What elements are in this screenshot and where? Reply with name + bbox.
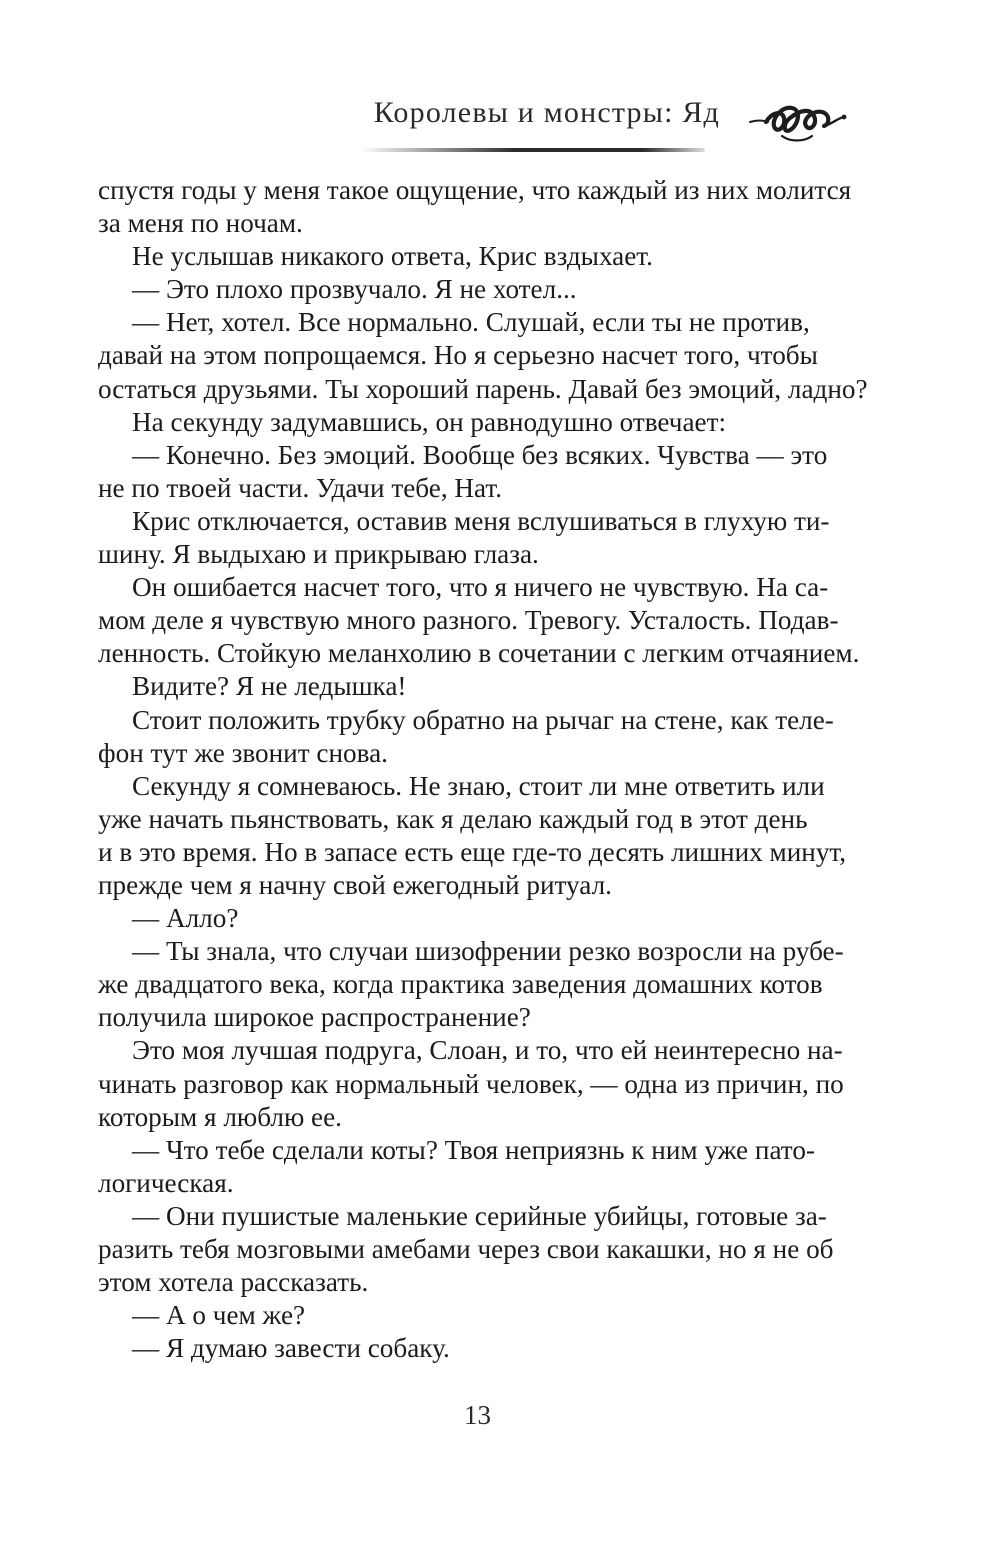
text-line: — Я думаю завести собаку. — [132, 1333, 450, 1364]
text-line: Секунду я сомневаюсь. Не знаю, стоит ли мне ответить или — [132, 770, 825, 801]
text-line: же двадцатого века, когда практика заведения домашних котов — [98, 969, 823, 1000]
text-line: Это моя лучшая подруга, Слоан, и то, что ей неинтересно на- — [132, 1035, 843, 1066]
text-line: — Нет, хотел. Все нормально. Слушай, если ты не против, — [132, 307, 810, 338]
text-line: На секунду задумавшись, он равнодушно отвечает: — [132, 406, 727, 437]
text-line: прежде чем я начну свой ежегодный ритуал. — [98, 869, 612, 900]
page-number: 13 — [464, 1400, 491, 1430]
text-line: этом хотела рассказать. — [98, 1267, 369, 1298]
running-header-title: Королевы и монстры: Яд — [373, 96, 720, 129]
text-line: мом деле я чувствую много разного. Тревогу. Усталость. Подав- — [98, 605, 839, 636]
text-line: ленность. Стойкую меланхолию в сочетании с легким отчаянием. — [98, 638, 860, 669]
text-line: спустя годы у меня такое ощущение, что каждый из них молится — [98, 175, 852, 205]
text-line: уже начать пьянствовать, как я делаю каждый год в этот день — [98, 803, 808, 834]
text-line: — Это плохо прозвучало. Я не хотел... — [132, 274, 577, 305]
text-line: остаться друзьями. Ты хороший парень. Давай без эмоций, ладно? — [98, 373, 868, 404]
text-line: Он ошибается насчет того, что я ничего не чувствую. На са- — [132, 572, 829, 603]
text-line: — Они пушистые маленькие серийные убийцы, готовые за- — [132, 1200, 827, 1231]
body-text — [98, 174, 868, 1365]
text-line: и в это время. Но в запасе есть еще где-то десять лишних минут, — [98, 836, 847, 867]
text-line: — Ты знала, что случаи шизофрении резко возросли на рубе- — [132, 936, 844, 967]
text-line: которым я люблю ее. — [98, 1101, 342, 1132]
text-line: разить тебя мозговыми амебами через свои какашки, но я не об — [98, 1234, 834, 1264]
text-line: Не услышав никакого ответа, Крис вздыхает. — [132, 241, 653, 272]
text-line: Крис отключается, оставив меня вслушиваться в глухую ти- — [132, 505, 830, 536]
text-line: получила широкое распространение? — [98, 1002, 531, 1033]
text-line: за меня по ночам. — [98, 208, 303, 239]
text-line: — А о чем же? — [132, 1300, 306, 1331]
text-line: шину. Я выдыхаю и прикрываю глаза. — [98, 539, 539, 570]
text-line: логическая. — [98, 1167, 234, 1198]
text-line: не по твоей части. Удачи тебе, Нат. — [98, 472, 503, 503]
text-line: фон тут же звонит снова. — [98, 737, 388, 768]
text-line: Стоит положить трубку обратно на рычаг на стене, как теле- — [132, 704, 834, 735]
text-line: — Алло? — [132, 903, 239, 934]
text-line: — Конечно. Без эмоций. Вообще без всяких. Чувства — это — [132, 439, 828, 470]
header-rule — [360, 148, 705, 152]
serpent-ornament-icon — [746, 92, 850, 148]
text-line: Видите? Я не ледышка! — [132, 671, 407, 702]
text-line: — Что тебе сделали коты? Твоя неприязнь к ним уже пато- — [132, 1134, 815, 1165]
text-line: давай на этом попрощаемся. Но я серьезно насчет того, чтобы — [98, 340, 818, 371]
text-line: чинать разговор как нормальный человек, — одна из причин, по — [98, 1068, 844, 1099]
